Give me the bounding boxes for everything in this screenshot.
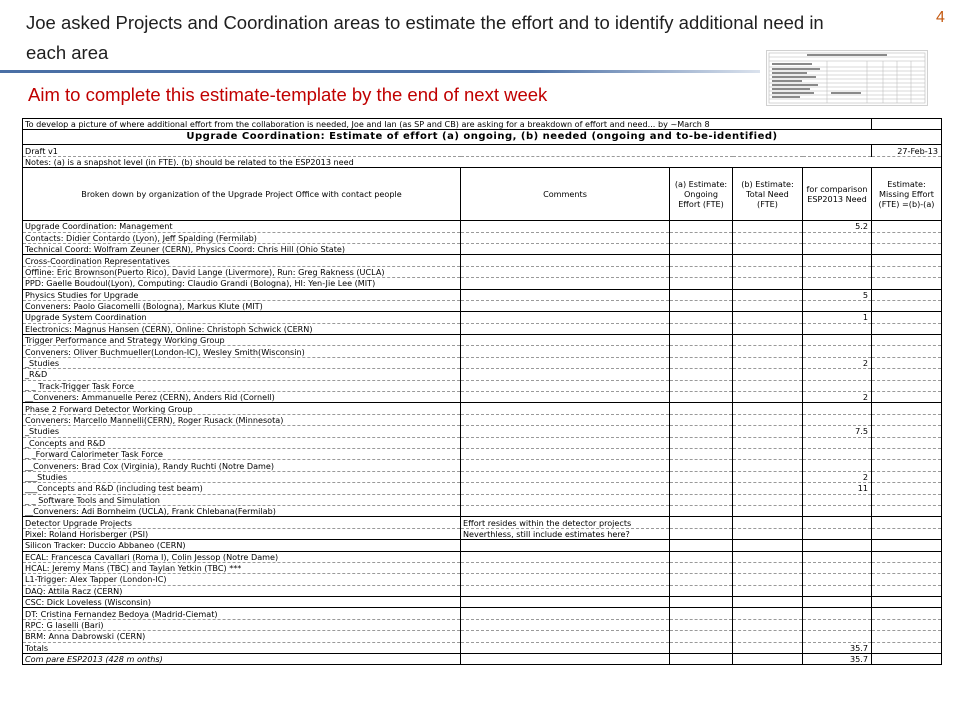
row-ongoing-effort (670, 654, 733, 665)
table-row (23, 369, 942, 380)
row-comment (461, 597, 670, 608)
row-missing-effort (872, 505, 942, 516)
header-esp2013-need: for comparison ESP2013 Need (803, 168, 872, 221)
row-esp2013-need: 2 (803, 392, 872, 403)
row-esp2013-need (803, 517, 872, 528)
row-missing-effort (872, 631, 942, 642)
table-row (23, 357, 942, 368)
thumbnail-graphic (767, 51, 927, 105)
table-row (23, 335, 942, 346)
row-comment (461, 562, 670, 573)
row-label: __Conveners: Adi Bornheim (UCLA), Frank Chlebana(Fermilab) (23, 505, 461, 516)
row-esp2013-need (803, 574, 872, 585)
row-ongoing-effort (670, 392, 733, 403)
table-row (23, 426, 942, 437)
row-missing-effort (872, 414, 942, 425)
row-label: _ _ Track-Trigger Task Force (23, 380, 461, 391)
row-label: DT: Cristina Fernandez Bedoya (Madrid-Ciemat) (23, 608, 461, 619)
row-total-need (733, 460, 803, 471)
row-comment (461, 266, 670, 277)
row-label: ___Studies (23, 471, 461, 482)
row-total-need (733, 289, 803, 300)
sheet-banner: Upgrade Coordination: Estimate of effort (a) ongoing, (b) needed (ongoing and to-be-identified) (23, 130, 942, 145)
row-esp2013-need (803, 255, 872, 266)
row-comment (461, 289, 670, 300)
row-ongoing-effort (670, 232, 733, 243)
row-total-need (733, 597, 803, 608)
table-row (23, 437, 942, 448)
table-row (23, 323, 942, 334)
sheet-thumbnail-image (766, 50, 928, 106)
sheet-draft-label: Draft v1 (23, 145, 872, 156)
row-ongoing-effort (670, 414, 733, 425)
row-total-need (733, 619, 803, 630)
table-row (23, 312, 942, 323)
table-row (23, 414, 942, 425)
sheet-draft-row (23, 145, 942, 156)
row-label: Upgrade Coordination: Management (23, 221, 461, 232)
row-ongoing-effort (670, 289, 733, 300)
row-label: Com pare ESP2013 (428 m onths) (23, 654, 461, 665)
row-ongoing-effort (670, 300, 733, 311)
row-missing-effort (872, 266, 942, 277)
row-total-need (733, 414, 803, 425)
row-label: _ _Forward Calorimeter Task Force (23, 448, 461, 459)
table-row (23, 562, 942, 573)
row-total-need (733, 540, 803, 551)
row-label: Silicon Tracker: Duccio Abbaneo (CERN) (23, 540, 461, 551)
row-comment (461, 437, 670, 448)
row-total-need (733, 483, 803, 494)
row-label: Conveners: Oliver Buchmueller(London-IC), Wesley Smith(Wisconsin) (23, 346, 461, 357)
row-comment (461, 574, 670, 585)
row-label: _ _ Software Tools and Simulation (23, 494, 461, 505)
row-total-need (733, 335, 803, 346)
table-row (23, 403, 942, 414)
row-total-need (733, 346, 803, 357)
header-ongoing-effort: (a) Estimate: Ongoing Effort (FTE) (670, 168, 733, 221)
effort-estimate-sheet (22, 118, 942, 665)
row-comment (461, 460, 670, 471)
row-ongoing-effort (670, 380, 733, 391)
row-ongoing-effort (670, 426, 733, 437)
row-label: __Conveners: Ammanuelle Perez (CERN), Anders Rid (Cornell) (23, 392, 461, 403)
row-missing-effort (872, 426, 942, 437)
row-comment (461, 221, 670, 232)
row-ongoing-effort (670, 483, 733, 494)
row-total-need (733, 243, 803, 254)
table-row (23, 278, 942, 289)
row-comment (461, 232, 670, 243)
row-ongoing-effort (670, 631, 733, 642)
row-ongoing-effort (670, 574, 733, 585)
row-esp2013-need (803, 608, 872, 619)
table-row (23, 597, 942, 608)
table-row (23, 243, 942, 254)
row-total-need (733, 562, 803, 573)
row-ongoing-effort (670, 323, 733, 334)
row-missing-effort (872, 380, 942, 391)
row-esp2013-need: 35.7 (803, 654, 872, 665)
row-esp2013-need: 1 (803, 312, 872, 323)
row-ongoing-effort (670, 266, 733, 277)
row-ongoing-effort (670, 551, 733, 562)
row-ongoing-effort (670, 278, 733, 289)
row-total-need (733, 403, 803, 414)
table-row (23, 392, 942, 403)
table-row (23, 483, 942, 494)
row-comment (461, 471, 670, 482)
row-comment (461, 414, 670, 425)
row-missing-effort (872, 540, 942, 551)
row-total-need (733, 357, 803, 368)
row-label: Conveners: Paolo Giacomelli (Bologna), Markus Klute (MIT) (23, 300, 461, 311)
table-row (23, 517, 942, 528)
row-missing-effort (872, 619, 942, 630)
table-row (23, 266, 942, 277)
slide-subtitle: Aim to complete this estimate-template by the end of next week (28, 84, 548, 105)
table-row (23, 642, 942, 653)
table-row (23, 380, 942, 391)
row-label: Trigger Performance and Strategy Working Group (23, 335, 461, 346)
row-comment (461, 619, 670, 630)
row-esp2013-need (803, 551, 872, 562)
row-ongoing-effort (670, 369, 733, 380)
table-row (23, 551, 942, 562)
row-esp2013-need (803, 335, 872, 346)
row-comment (461, 642, 670, 653)
table-row (23, 619, 942, 630)
row-total-need (733, 323, 803, 334)
table-row (23, 585, 942, 596)
row-label: Detector Upgrade Projects (23, 517, 461, 528)
table-row (23, 631, 942, 642)
sheet-header-row (23, 168, 942, 221)
row-label: _Concepts and R&D (23, 437, 461, 448)
row-comment (461, 585, 670, 596)
row-missing-effort (872, 255, 942, 266)
row-comment (461, 369, 670, 380)
row-total-need (733, 608, 803, 619)
row-comment (461, 403, 670, 414)
table-row (23, 460, 942, 471)
row-total-need (733, 517, 803, 528)
row-missing-effort (872, 312, 942, 323)
row-missing-effort (872, 278, 942, 289)
row-total-need (733, 505, 803, 516)
row-comment (461, 505, 670, 516)
row-ongoing-effort (670, 494, 733, 505)
row-esp2013-need (803, 597, 872, 608)
sheet-intro-row (23, 119, 942, 130)
row-esp2013-need (803, 232, 872, 243)
row-total-need (733, 392, 803, 403)
row-comment (461, 278, 670, 289)
row-comment (461, 346, 670, 357)
row-esp2013-need (803, 300, 872, 311)
row-comment (461, 243, 670, 254)
row-ongoing-effort (670, 608, 733, 619)
row-ongoing-effort (670, 460, 733, 471)
header-comments: Comments (461, 168, 670, 221)
row-missing-effort (872, 642, 942, 653)
row-missing-effort (872, 346, 942, 357)
row-comment (461, 540, 670, 551)
table-row (23, 540, 942, 551)
row-ongoing-effort (670, 243, 733, 254)
table-row (23, 494, 942, 505)
row-missing-effort (872, 300, 942, 311)
row-ongoing-effort (670, 357, 733, 368)
row-comment (461, 300, 670, 311)
row-esp2013-need (803, 266, 872, 277)
sheet-banner-row (23, 130, 942, 145)
row-esp2013-need (803, 528, 872, 539)
row-missing-effort (872, 483, 942, 494)
row-total-need (733, 221, 803, 232)
row-esp2013-need (803, 278, 872, 289)
row-esp2013-need: 5.2 (803, 221, 872, 232)
row-comment (461, 323, 670, 334)
row-label: CSC: Dick Loveless (Wisconsin) (23, 597, 461, 608)
row-esp2013-need (803, 505, 872, 516)
row-esp2013-need (803, 562, 872, 573)
row-label: HCAL: Jeremy Mans (TBC) and Taylan Yetkin (TBC) *** (23, 562, 461, 573)
row-label: __Conveners: Brad Cox (Virginia), Randy Ruchti (Notre Dame) (23, 460, 461, 471)
row-comment (461, 494, 670, 505)
row-missing-effort (872, 528, 942, 539)
row-esp2013-need (803, 494, 872, 505)
row-label: DAQ: Attila Racz (CERN) (23, 585, 461, 596)
row-ongoing-effort (670, 255, 733, 266)
table-row (23, 654, 942, 665)
row-missing-effort (872, 243, 942, 254)
sheet-notes: Notes: (a) is a snapshot level (in FTE). (b) should be related to the ESP2013 need (23, 156, 942, 167)
row-total-need (733, 551, 803, 562)
row-comment (461, 357, 670, 368)
row-comment (461, 483, 670, 494)
row-ongoing-effort (670, 505, 733, 516)
row-ongoing-effort (670, 346, 733, 357)
row-label: Technical Coord: Wolfram Zeuner (CERN), Physics Coord: Chris Hill (Ohio State) (23, 243, 461, 254)
row-ongoing-effort (670, 528, 733, 539)
row-esp2013-need (803, 243, 872, 254)
row-esp2013-need (803, 619, 872, 630)
row-label: Conveners: Marcello Mannelli(CERN), Roger Rusack (Minnesota) (23, 414, 461, 425)
row-label: _Studies (23, 426, 461, 437)
row-ongoing-effort (670, 562, 733, 573)
row-total-need (733, 471, 803, 482)
row-ongoing-effort (670, 540, 733, 551)
row-total-need (733, 642, 803, 653)
page-number: 4 (936, 9, 945, 26)
row-comment: Effort resides within the detector projects (461, 517, 670, 528)
row-esp2013-need: 35.7 (803, 642, 872, 653)
row-label: _R&D (23, 369, 461, 380)
row-label: L1-Trigger: Alex Tapper (London-IC) (23, 574, 461, 585)
row-esp2013-need: 2 (803, 357, 872, 368)
row-comment (461, 255, 670, 266)
table-row (23, 574, 942, 585)
row-missing-effort (872, 517, 942, 528)
row-esp2013-need (803, 403, 872, 414)
row-esp2013-need (803, 346, 872, 357)
header-missing-effort: Estimate: Missing Effort (FTE) =(b)-(a) (872, 168, 942, 221)
row-ongoing-effort (670, 403, 733, 414)
row-missing-effort (872, 471, 942, 482)
row-ongoing-effort (670, 585, 733, 596)
row-label: Pixel: Roland Horisberger (PSI) (23, 528, 461, 539)
table-row (23, 608, 942, 619)
row-total-need (733, 369, 803, 380)
row-label: PPD: Gaelle Boudoul(Lyon), Computing: Claudio Grandi (Bologna), HI: Yen-Jie Lee (MIT) (23, 278, 461, 289)
row-ongoing-effort (670, 448, 733, 459)
row-label: RPC: G Iaselli (Bari) (23, 619, 461, 630)
row-esp2013-need (803, 369, 872, 380)
row-comment (461, 312, 670, 323)
row-esp2013-need (803, 585, 872, 596)
row-total-need (733, 266, 803, 277)
row-missing-effort (872, 437, 942, 448)
header-total-need: (b) Estimate: Total Need (FTE) (733, 168, 803, 221)
row-label: Cross-Coordination Representatives (23, 255, 461, 266)
row-esp2013-need (803, 323, 872, 334)
row-esp2013-need: 11 (803, 483, 872, 494)
row-total-need (733, 255, 803, 266)
row-total-need (733, 574, 803, 585)
row-missing-effort (872, 221, 942, 232)
row-total-need (733, 232, 803, 243)
row-total-need (733, 528, 803, 539)
row-total-need (733, 448, 803, 459)
row-ongoing-effort (670, 437, 733, 448)
row-total-need (733, 437, 803, 448)
row-total-need (733, 631, 803, 642)
row-esp2013-need (803, 448, 872, 459)
row-ongoing-effort (670, 642, 733, 653)
row-esp2013-need (803, 540, 872, 551)
row-missing-effort (872, 392, 942, 403)
row-total-need (733, 300, 803, 311)
row-comment (461, 551, 670, 562)
row-missing-effort (872, 289, 942, 300)
row-missing-effort (872, 585, 942, 596)
row-ongoing-effort (670, 312, 733, 323)
row-label: Contacts: Didier Contardo (Lyon), Jeff Spalding (Fermilab) (23, 232, 461, 243)
row-total-need (733, 585, 803, 596)
table-row (23, 346, 942, 357)
table-row (23, 255, 942, 266)
row-missing-effort (872, 403, 942, 414)
row-esp2013-need: 7.5 (803, 426, 872, 437)
row-missing-effort (872, 597, 942, 608)
table-row (23, 289, 942, 300)
row-label: Totals (23, 642, 461, 653)
row-missing-effort (872, 357, 942, 368)
row-comment (461, 380, 670, 391)
table-row (23, 528, 942, 539)
row-missing-effort (872, 551, 942, 562)
row-total-need (733, 278, 803, 289)
sheet-notes-row (23, 156, 942, 167)
table-row (23, 221, 942, 232)
row-comment (461, 608, 670, 619)
row-missing-effort (872, 494, 942, 505)
row-missing-effort (872, 608, 942, 619)
header-organization: Broken down by organization of the Upgrade Project Office with contact people (23, 168, 461, 221)
row-ongoing-effort (670, 619, 733, 630)
row-comment (461, 426, 670, 437)
row-label: Offline: Eric Brownson(Puerto Rico), David Lange (Livermore), Run: Greg Rakness (UCLA) (23, 266, 461, 277)
row-total-need (733, 426, 803, 437)
row-ongoing-effort (670, 597, 733, 608)
row-esp2013-need (803, 460, 872, 471)
row-label: Upgrade System Coordination (23, 312, 461, 323)
row-comment: Neverthless, still include estimates here? (461, 528, 670, 539)
row-esp2013-need: 2 (803, 471, 872, 482)
title-underline (0, 70, 760, 73)
row-missing-effort (872, 369, 942, 380)
sheet-intro-spare-cell (872, 119, 942, 130)
row-missing-effort (872, 574, 942, 585)
row-label: Physics Studies for Upgrade (23, 289, 461, 300)
table-row (23, 505, 942, 516)
row-ongoing-effort (670, 471, 733, 482)
row-comment (461, 631, 670, 642)
row-ongoing-effort (670, 335, 733, 346)
row-comment (461, 392, 670, 403)
row-esp2013-need (803, 380, 872, 391)
sheet-date: 27-Feb-13 (872, 145, 942, 156)
row-missing-effort (872, 323, 942, 334)
row-esp2013-need: 5 (803, 289, 872, 300)
row-total-need (733, 380, 803, 391)
row-total-need (733, 312, 803, 323)
table-row (23, 471, 942, 482)
row-esp2013-need (803, 631, 872, 642)
row-comment (461, 335, 670, 346)
table-row (23, 448, 942, 459)
row-missing-effort (872, 448, 942, 459)
row-missing-effort (872, 335, 942, 346)
row-label: _Studies (23, 357, 461, 368)
row-label: Electronics: Magnus Hansen (CERN), Online: Christoph Schwick (CERN) (23, 323, 461, 334)
row-ongoing-effort (670, 517, 733, 528)
table-row (23, 232, 942, 243)
row-total-need (733, 494, 803, 505)
row-comment (461, 654, 670, 665)
row-esp2013-need (803, 437, 872, 448)
row-ongoing-effort (670, 221, 733, 232)
row-esp2013-need (803, 414, 872, 425)
row-missing-effort (872, 232, 942, 243)
sheet-intro-text: To develop a picture of where additional effort from the collaboration is needed, Joe and Ian (as SP and CB) are asking for a breakdown of effort and need... by ~March 8 (23, 119, 872, 130)
slide-title: Joe asked Projects and Coordination areas to estimate the effort and to identify additional need in each area (26, 12, 824, 63)
row-comment (461, 448, 670, 459)
row-missing-effort (872, 460, 942, 471)
row-label: Phase 2 Forward Detector Working Group (23, 403, 461, 414)
row-label: BRM: Anna Dabrowski (CERN) (23, 631, 461, 642)
row-label: ___Concepts and R&D (including test beam) (23, 483, 461, 494)
row-missing-effort (872, 562, 942, 573)
table-row (23, 300, 942, 311)
row-missing-effort (872, 654, 942, 665)
row-label: ECAL: Francesca Cavallari (Roma I), Colin Jessop (Notre Dame) (23, 551, 461, 562)
row-total-need (733, 654, 803, 665)
